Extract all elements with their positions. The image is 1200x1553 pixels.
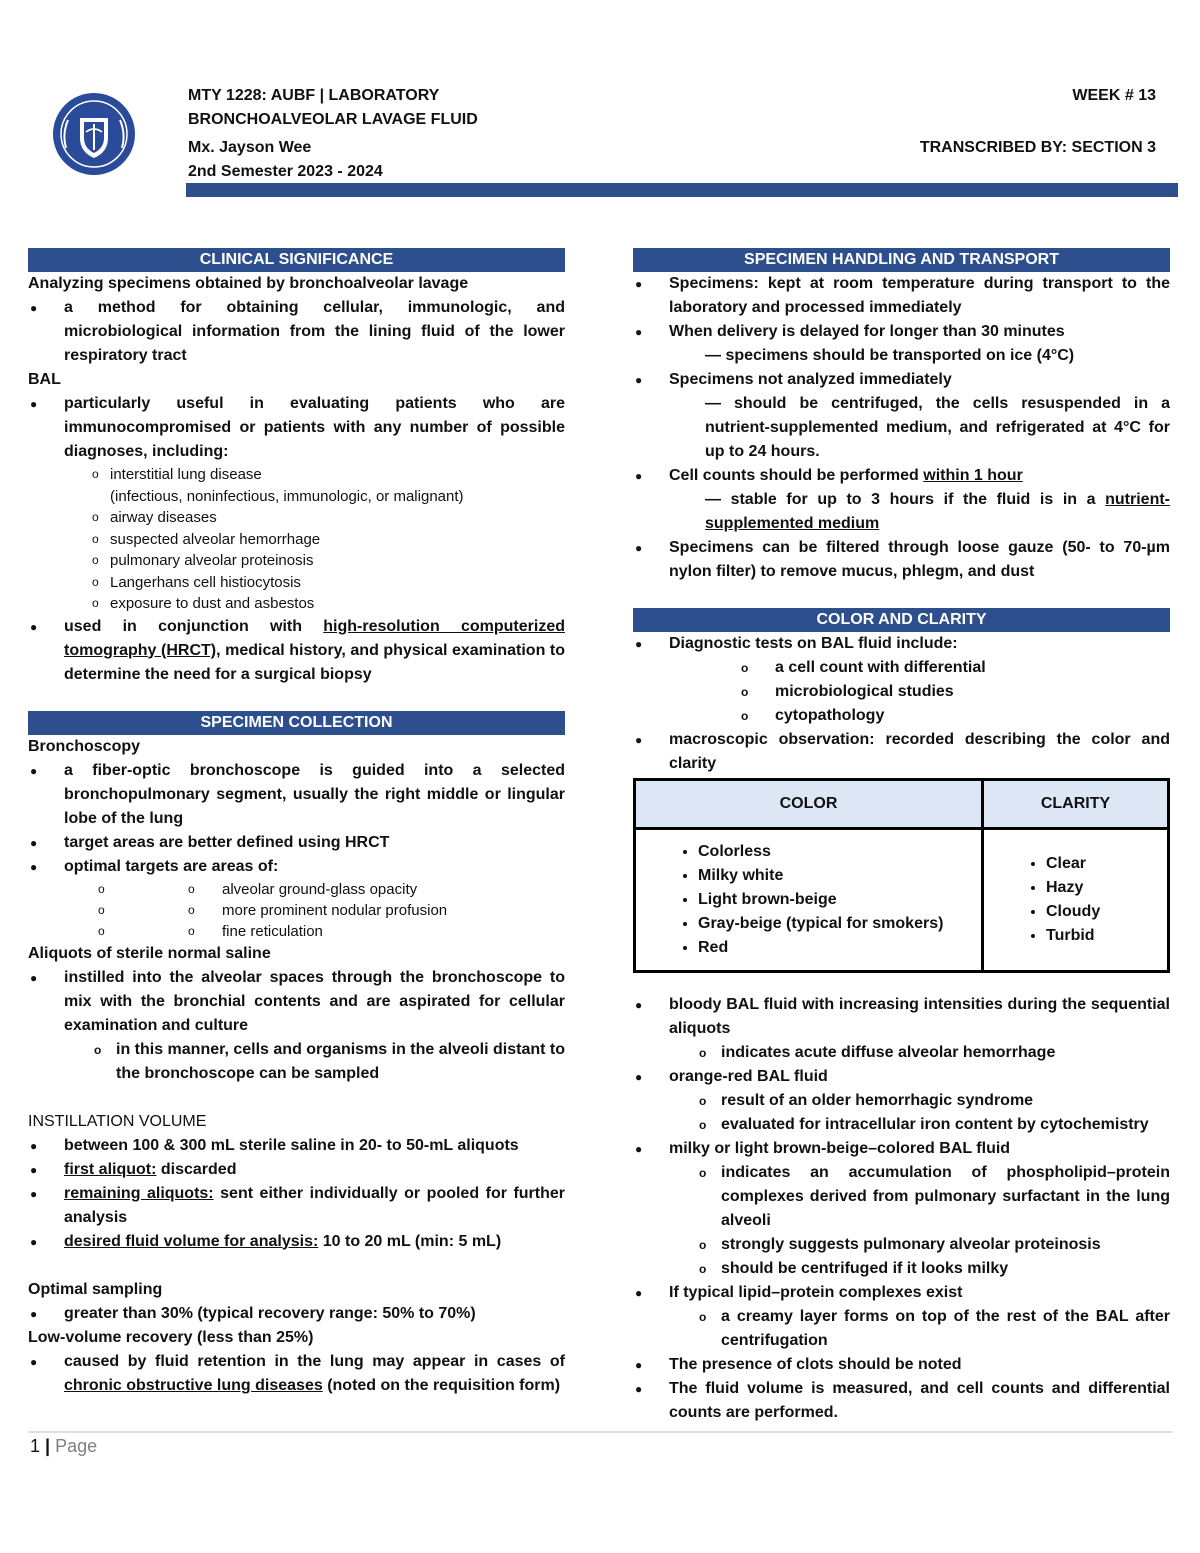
inst3-text: sent either individually or pooled for further analysis [64,1184,565,1226]
test-item: o microbiological studies [633,680,1170,704]
color-note-sub: o strongly suggests pulmonary alveolar proteinosis [633,1233,1170,1257]
target-text: more prominent nodular profusion [222,901,448,919]
handling-bullet-3: ● Specimens not analyzed immediately [633,368,1170,392]
clarity-item: • Turbid [1046,924,1167,948]
instillation-title: INSTILLATION VOLUME [28,1112,207,1130]
color-note-2: ● orange-red BAL fluid [633,1065,1170,1089]
copd-term: chronic obstructive lung diseases [64,1376,323,1394]
collection-bullet-4: ● instilled into the alveolar spaces through the bronchoscope to mix with the bronchial contents and are aspirated for cellular examination and culture [28,966,565,1038]
handling-sub-2: — specimens should be transported on ice (4°C) [705,347,1075,364]
stable-pre: — stable for up to 3 hours if the fluid is in a [705,491,1106,508]
diagnosis-item-note: (infectious, noninfectious, immunologic, or malignant) [110,487,464,505]
color-item: • Light brown-beige [698,888,981,912]
clarity-item: • Cloudy [1046,900,1167,924]
inst2-label: first aliquot: [64,1160,157,1178]
target-item: o o alveolar ground-glass opacity [28,879,565,900]
collection-bullet-2: ● target areas are better defined using HRCT [28,831,565,855]
color-item: • Colorless [698,840,981,864]
inst-bullet-3 [28,1182,565,1230]
week-label: WEEK # 13 [1072,87,1156,104]
page-label: Page [55,1436,98,1456]
collection-bullet-3: ● optimal targets are areas of: [28,855,565,879]
test-item: o cytopathology [633,704,1170,728]
topic-title: BRONCHOALVEOLAR LAVAGE FLUID [188,111,478,128]
diagnosis-item: o suspected alveolar hemorrhage [28,529,565,551]
table-header-clarity: CLARITY [983,780,1169,829]
target-item: o o more prominent nodular profusion [28,900,565,921]
cell-count-pre: Cell counts should be performed [669,467,924,484]
color-note-sub: o indicates acute diffuse alveolar hemorrhage [633,1041,1170,1065]
inst4-label: desired fluid volume for analysis: [64,1232,319,1250]
color-item: • Gray-beige (typical for smokers) [698,912,981,936]
clarity-cell [983,829,1169,972]
test-item: o a cell count with differential [633,656,1170,680]
target-item: o o fine reticulation [28,921,565,942]
hrct-term: high-resolution computerized tomography (HRCT) [64,617,565,659]
cell-count-time: within 1 hour [923,467,1023,484]
target-text: alveolar ground-glass opacity [222,880,418,898]
table-header-color: COLOR [635,780,983,829]
color-note-1: ● bloody BAL fluid with increasing intensities during the sequential aliquots [633,993,1170,1041]
color-cell [635,829,983,972]
low-post: (noted on the requisition form) [322,1376,561,1394]
section-header-clinical: CLINICAL SIGNIFICANCE [28,248,565,272]
instructor-name: Mx. Jayson Wee [188,139,312,156]
color-note-3: ● milky or light brown-beige–colored BAL fluid [633,1137,1170,1161]
diagnosis-item: o interstitial lung disease [28,464,565,486]
handling-sub-4 [633,488,1170,536]
handling-bullet-1: ● Specimens: kept at room temperature during transport to the laboratory and processed immediately [633,272,1170,320]
right-column [633,248,1170,1425]
transcribed-by: TRANSCRIBED BY: SECTION 3 [919,139,1156,156]
page-number: 1 [30,1436,41,1456]
inst-bullet-2 [28,1158,565,1182]
stable-medium: nutrient-supplemented medium [705,491,1170,532]
inst-bullet-1: ● between 100 & 300 mL sterile saline in 20- to 50-mL aliquots [28,1134,565,1158]
page-separator: | [40,1436,56,1456]
color-item: • Milky white [698,864,981,888]
inst3-label: remaining aliquots: [64,1184,214,1202]
color-note-5: ● The presence of clots should be noted [633,1353,1170,1377]
low-volume-title: Low-volume recovery (less than 25%) [28,1328,314,1346]
aliquots-label: Aliquots of sterile normal saline [28,944,271,962]
color-note-sub: o result of an older hemorrhagic syndrome [633,1089,1170,1113]
diagnosis-item: o pulmonary alveolar proteinosis [28,550,565,572]
clinical-intro: Analyzing specimens obtained by bronchoalveolar lavage [28,275,469,292]
clarity-item: • Hazy [1046,876,1167,900]
color-note-sub: o indicates an accumulation of phospholipid–protein complexes derived from pulmonary surfactant in the lung alveoli [633,1161,1170,1233]
color-note-4: ● If typical lipid–protein complexes exist [633,1281,1170,1305]
color-bullet-1: ● Diagnostic tests on BAL fluid include: [633,632,1170,656]
left-column [28,248,565,1398]
footer-rule [28,1431,1173,1433]
collection-sub-bullet: o in this manner, cells and organisms in the alveoli distant to the bronchoscope can be sampled [28,1038,565,1086]
university-seal-logo [52,92,136,176]
bronchoscopy-label: Bronchoscopy [28,737,141,755]
diagnosis-item: o exposure to dust and asbestos [28,593,565,615]
page-footer [30,1434,97,1458]
collection-bullet-1: ● a fiber-optic bronchoscope is guided into a selected bronchopulmonary segment, usually the right middle or lingular lobe of the lung [28,759,565,831]
semester: 2nd Semester 2023 - 2024 [188,163,383,180]
section-header-collection: SPECIMEN COLLECTION [28,711,565,735]
hrct-pre: used in conjunction with [64,617,324,635]
bal-label: BAL [28,371,61,388]
diagnosis-item: o airway diseases [28,507,565,529]
section-header-handling: SPECIMEN HANDLING AND TRANSPORT [633,248,1170,272]
clinical-bullet-1: ● a method for obtaining cellular, immunologic, and microbiological information from the lining fluid of the lower respiratory tract [28,296,565,368]
color-item: • Red [698,936,981,960]
section-header-color: COLOR AND CLARITY [633,608,1170,632]
clarity-item: • Clear [1046,852,1167,876]
color-note-sub: o should be centrifuged if it looks milky [633,1257,1170,1281]
color-note-sub: o evaluated for intracellular iron content by cytochemistry [633,1113,1170,1137]
handling-sub-3: — should be centrifuged, the cells resuspended in a nutrient-supplemented medium, and refrigerated at 4°C for up to 24 hours. [705,395,1170,460]
optimal-bullet: ● greater than 30% (typical recovery range: 50% to 70%) [28,1302,565,1326]
color-bullet-2: ● macroscopic observation: recorded describing the color and clarity [633,728,1170,776]
low-volume-bullet [28,1350,565,1398]
diagnosis-item: o Langerhans cell histiocytosis [28,572,565,594]
handling-bullet-2: ● When delivery is delayed for longer than 30 minutes [633,320,1170,344]
inst2-text: discarded [156,1160,237,1178]
low-pre: caused by fluid retention in the lung may appear in cases of [64,1352,565,1370]
clinical-bullet-3 [28,615,565,687]
handling-bullet-5: ● Specimens can be filtered through loose gauze (50- to 70-µm nylon filter) to remove mucus, phlegm, and dust [633,536,1170,584]
inst-bullet-4 [28,1230,565,1254]
color-clarity-table [633,778,1170,973]
color-note-sub: o a creamy layer forms on top of the rest of the BAL after centrifugation [633,1305,1170,1353]
course-title: MTY 1228: AUBF | LABORATORY [188,87,440,104]
handling-bullet-4 [633,464,1170,488]
hrct-post: , medical history, and physical examination to determine the need for a surgical biopsy [64,641,565,683]
inst4-text: 10 to 20 mL (min: 5 mL) [318,1232,502,1250]
color-note-6: ● The fluid volume is measured, and cell counts and differential counts are performed. [633,1377,1170,1425]
target-text: fine reticulation [222,922,323,940]
clinical-bullet-2: ● particularly useful in evaluating patients who are immunocompromised or patients with any number of possible diagnoses, including: [28,392,565,464]
optimal-sampling-title: Optimal sampling [28,1280,163,1298]
header-divider-bar [186,183,1178,197]
